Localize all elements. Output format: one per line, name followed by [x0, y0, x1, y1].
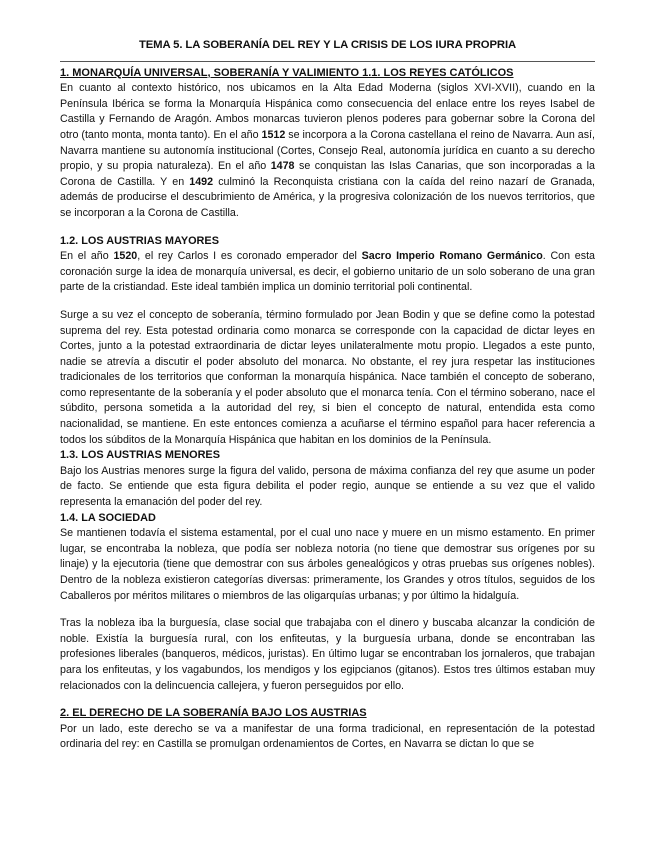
year-1520: 1520: [113, 250, 138, 263]
austrias-menores-paragraph: Bajo los Austrias menores surge la figura del valido, persona de máxima confianza del rey que asume un poder de facto. Se entiende que esta figura debilita el poder regio, aunque se entiende a su vez que el valido representa la emanación del poder del rey.: [60, 464, 595, 509]
austrias-menores-heading: 1.3. LOS AUSTRIAS MENORES: [60, 449, 220, 462]
section-1-heading: 1. MONARQUÍA UNIVERSAL, SOBERANÍA Y VALIMIENTO 1.1. LOS REYES CATÓLICOS: [60, 66, 514, 79]
sociedad-paragraph-2: Tras la nobleza iba la burguesía, clase social que trabajaba con el dinero y buscaba alcanzar la condición de noble. Existía la burguesía rural, con los enfiteutas, y la burguesía urbana, donde se encontraban las profesiones liberales (banqueros, médicos, juristas). En último lugar se encontraban los jornaleros, que trabajan para los enfiteutas, y los vagabundos, los mendigos y los egipcianos (gitanos). Estos tres últimos estaban muy relacionados con la delincuencia callejera, y fueron perseguidos por ello.: [60, 617, 595, 692]
section-2-heading: 2. EL DERECHO DE LA SOBERANÍA BAJO LOS AUSTRIAS: [60, 707, 367, 720]
reyes-catolicos-paragraph: En cuanto al contexto histórico, nos ubicamos en la Alta Edad Moderna (siglos XVI-XVII), cuando en la Península Ibérica se forma la Monarquía Hispánica como consecuencia del enlace entre los reyes Isabel de Castilla y Fernando de Aragón. Ambos monarcas tuvieron plenos poderes para gobernar sobre la Corona del otro (tanto monta, monta tanto). En el año 1512 se incorpora a la Corona castellana el reino de Navarra. Aun así, Navarra mantiene su autonomía institucional (Cortes, Consejo Real, autonomía jurídica en cuanto a su derecho propio, y su propia naturaleza). En el año 1478 se conquistan las Islas Canarias, que son incorporadas a la Corona de Castilla. Y en 1492 culminó la Reconquista cristiana con la caída del reino nazarí de Granada, además de producirse el descubrimiento de América, y la progresiva colonización de los nuevos territorios, que se incorporan a la Corona de Castilla.: [60, 82, 596, 219]
soberania-paragraph: Surge a su vez el concepto de soberanía, término formulado por Jean Bodin y que se define como la potestad suprema del rey. Esta potestad ordinaria como monarca se corresponde con la capacidad de dictar leyes en Cortes, junto a la potestad extraordinaria de dictar leyes unilateralmente motu propio. Llegados a este punto, nadie se atrevía a discutir el poder absoluto del monarca. No obstante, el rey jura respetar las instituciones tradicionales de los territorios que conforman la monarquía hispánica. Nace también el concepto de soberano, como representante de la soberanía y el poder absoluto que el monarca tenía. Con el término soberano, nace el súbdito, persona sometida a la autoridad del rey, si bien el concepto de natural, entendida esta como nacionalidad, se mantiene. En este entonces comienza a acuñarse el término español para hacer referencia a todos los súbditos de la Monarquía Hispánica que habitan en los dominios de la Península.: [60, 308, 595, 446]
austrias-mayores-heading: 1.2. LOS AUSTRIAS MAYORES: [60, 234, 219, 247]
derecho-soberania-paragraph: Por un lado, este derecho se va a manifestar de una forma tradicional, en representación de la potestad ordinaria del rey: en Castilla se promulgan ordenamientos de Cortes, en Navarra se dictan lo que se: [60, 722, 595, 751]
year-1478: 1478: [270, 160, 295, 173]
document-title: TEMA 5. LA SOBERANÍA DEL REY Y LA CRISIS DE LOS IURA PROPRIA: [138, 39, 517, 51]
year-1492: 1492: [189, 175, 214, 188]
sacro-imperio-term: Sacro Imperio Romano Germánico: [361, 250, 543, 263]
sociedad-heading: 1.4. LA SOCIEDAD: [60, 511, 156, 524]
title-divider: [60, 61, 595, 62]
sociedad-paragraph-1: Se mantienen todavía el sistema estamental, por el cual uno nace y muere en un mismo estamento. En primer lugar, se encontraba la nobleza, que podía ser nobleza notoria (no tiene que demostrar sus orígenes por su linaje) y la ejecutoria (tiene que demostrar con sus árboles genealógicos y otras pruebas sus orígenes nobles). Dentro de la nobleza existieron categorías diversas: primeramente, los Grandes y otros títulos, seguidos de los Caballeros por méritos militares o miembros de las oligarquías urbanas; y por último la hidalguía.: [60, 527, 595, 602]
year-1512: 1512: [261, 128, 286, 141]
austrias-mayores-paragraph-1: En el año 1520, el rey Carlos I es coronado emperador del Sacro Imperio Romano Germánico. Con esta coronación surge la idea de monarquía universal, es decir, el gobierno unitario de un solo soberano de una gran parte de la cristiandad. Este ideal también implica un dominio territorial poli continental.: [60, 250, 595, 294]
